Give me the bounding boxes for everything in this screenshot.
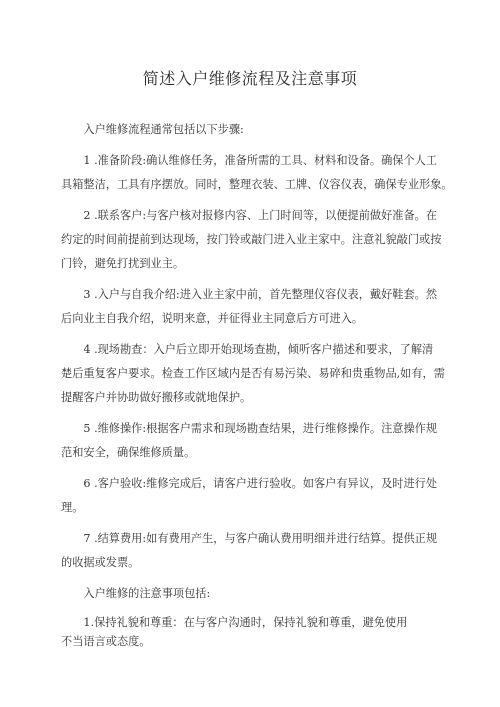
step-1: [61, 149, 453, 197]
note-1: [61, 613, 443, 651]
step-6-line-2: 理。: [61, 501, 84, 514]
step-5: [61, 417, 443, 465]
step-4-line-2: 楚后重复客户要求。检查工作区域内是否有易污染、易碎和贵重物品,如有，需: [61, 367, 445, 380]
step-6-line-1: 6 .客户验收:维修完成后，请客户进行验收。如客户有异议，及时进行处: [83, 477, 438, 490]
step-3-line-1: 3 .入户与自我介绍:进入业主家中前，首先整理仪容仪表，戴好鞋套。然: [83, 288, 438, 301]
step-1-line-1: 1 .准备阶段:确认维修任务，准备所需的工具、材料和设备。确保个人工: [83, 154, 438, 167]
step-4-line-3: 提醒客户并协助做好搬移或就地保护。: [61, 391, 252, 404]
step-2-line-1: 2 .联系客户:与客户核对报修内容、上门时间等，以便提前做好准备。在: [83, 209, 438, 222]
intro-paragraph: 入户维修流程通常包括以下步骤:: [83, 123, 244, 136]
notes-intro-paragraph: 入户维修的注意事项包括:: [83, 587, 211, 600]
step-1-line-2: 具箱整洁，工具有序摆放。同时，整理衣装、工牌、仪容仪表，确保专业形象。: [61, 178, 453, 191]
note-1-line-2: 不当语言或态度。: [61, 635, 151, 648]
step-4: [61, 338, 443, 410]
step-7-line-1: 7 .结算费用:如有费用产生，与客户确认费用明细并进行结算。提供正规: [83, 532, 438, 545]
step-6: [61, 472, 443, 520]
step-5-line-1: 5 .维修操作:根据客户需求和现场勘查结果，进行维修操作。注意操作规: [83, 422, 438, 435]
step-7-line-2: 的收据或发票。: [61, 556, 140, 569]
step-3-line-2: 后向业主自我介绍，说明来意，并征得业主同意后方可进入。: [61, 312, 364, 325]
step-5-line-2: 范和安全，确保维修质量。: [61, 446, 196, 459]
step-2: [61, 204, 443, 276]
step-7: [61, 527, 443, 575]
step-2-line-2: 约定的时间前提前到达现场，按门铃或敲门进入业主家中。注意礼貌敲门或按: [61, 233, 442, 246]
document-title: 简述入户维修流程及注意事项: [142, 69, 358, 88]
step-3: [61, 283, 443, 331]
note-1-line-1: 1.保持礼貌和尊重：在与客户沟通时，保持礼貌和尊重，避免使用: [83, 616, 408, 629]
document-body: [61, 118, 453, 651]
step-4-line-1: 4 .现场勘查：入户后立即开始现场查勘，倾听客户描述和要求，了解清: [83, 343, 434, 356]
step-2-line-3: 门铃，避免打扰到业主。: [61, 257, 185, 270]
